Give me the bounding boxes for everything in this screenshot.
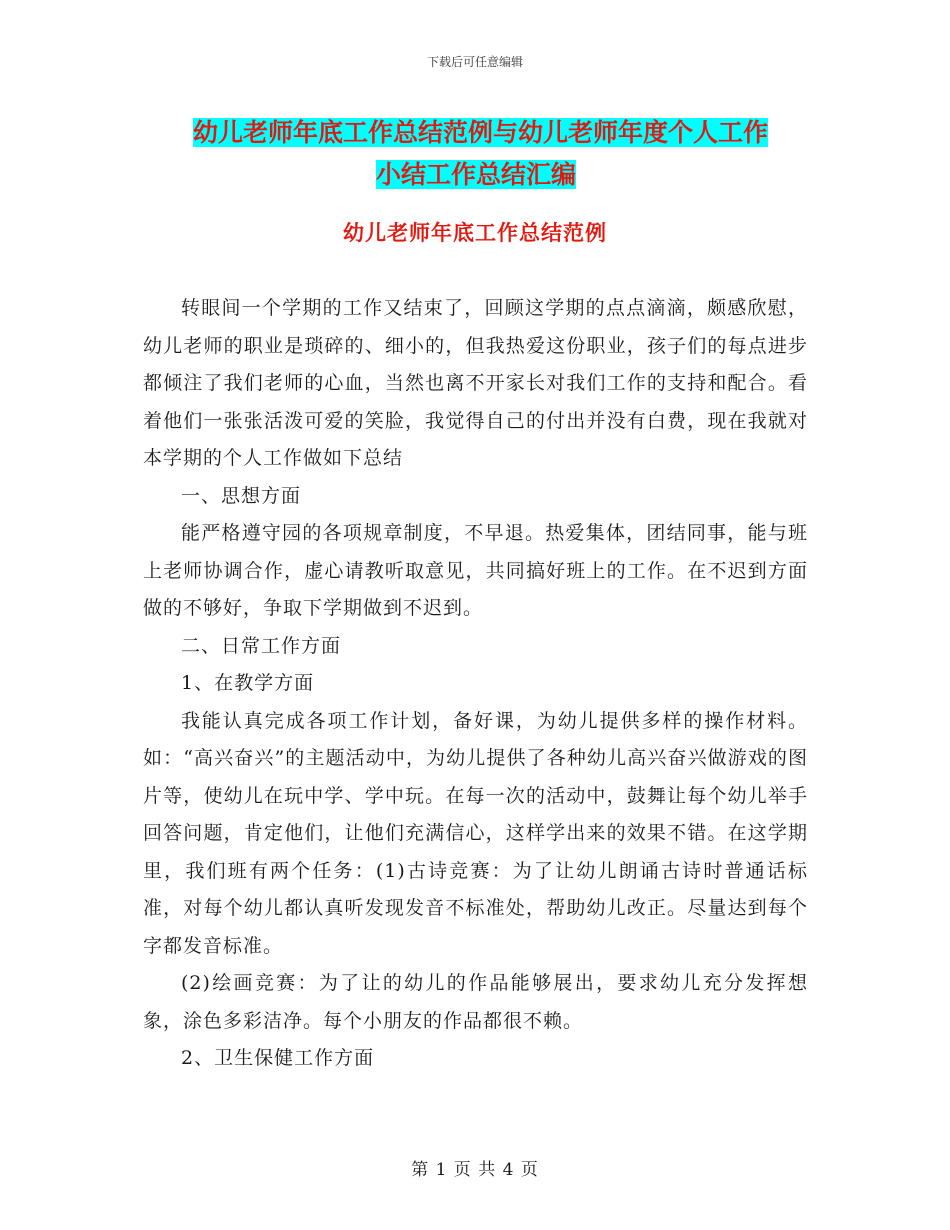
title-line-2: [145, 154, 845, 196]
heading-daily-work: 二、日常工作方面: [181, 634, 342, 657]
document-title: [145, 112, 845, 196]
heading-thought: 一、思想方面: [181, 484, 302, 507]
paragraph-thought: 能严格遵守园的各项规章制度，不早退。热爱集体，团结同事，能与班上老师协调合作，虚心请教听取意见，共同搞好班上的工作。在不迟到方面做的不够好，争取下学期做到不迟到。: [143, 522, 808, 619]
paragraph-drawing: (2)绘画竞赛：为了让的幼儿的作品能够展出，要求幼儿充分发挥想象，涂色多彩洁净。每个小朋友的作品都很不赖。: [143, 972, 808, 1032]
paragraph-teaching: 我能认真完成各项工作计划，备好课，为幼儿提供多样的操作材料。如：“高兴奋兴”的主题活动中，为幼儿提供了各种幼儿高兴奋兴做游戏的图片等，使幼儿在玩中学、学中玩。在每一次的活动中，鼓舞让每个幼儿举手回答问题，肯定他们，让他们充满信心，这样学出来的效果不错。在这学期里，我们班有两个任务：(1)古诗竞赛：为了让幼儿朗诵古诗时普通话标准，对每个幼儿都认真听发现发音不标准处，帮助幼儿改正。尽量达到每个字都发音标准。: [143, 709, 808, 957]
page-footer: 第 1 页 共 4 页: [411, 1160, 539, 1180]
heading-hygiene: 2、卫生保健工作方面: [181, 1047, 375, 1069]
section-title: 幼儿老师年底工作总结范例: [343, 221, 607, 245]
heading-teaching: 1、在教学方面: [181, 672, 315, 694]
paragraph-intro: 转眼间一个学期的工作又结束了，回顾这学期的点点滴滴，颇感欣慰，幼儿老师的职业是琐碎的、细小的，但我热爱这份职业，孩子们的每点进步都倾注了我们老师的心血，当然也离不开家长对我们工作的支持和配合。看着他们一张张活泼可爱的笑脸，我觉得自己的付出并没有白费，现在我就对本学期的个人工作做如下总结: [143, 297, 808, 469]
title-line-1-text: 幼儿老师年底工作总结范例与幼儿老师年度个人工作: [193, 118, 769, 147]
title-line-2-text: 小结工作总结汇编: [375, 160, 576, 189]
header-note: 下载后可任意编辑: [426, 55, 523, 69]
title-line-1: [145, 112, 845, 154]
document-body: [143, 290, 808, 1078]
